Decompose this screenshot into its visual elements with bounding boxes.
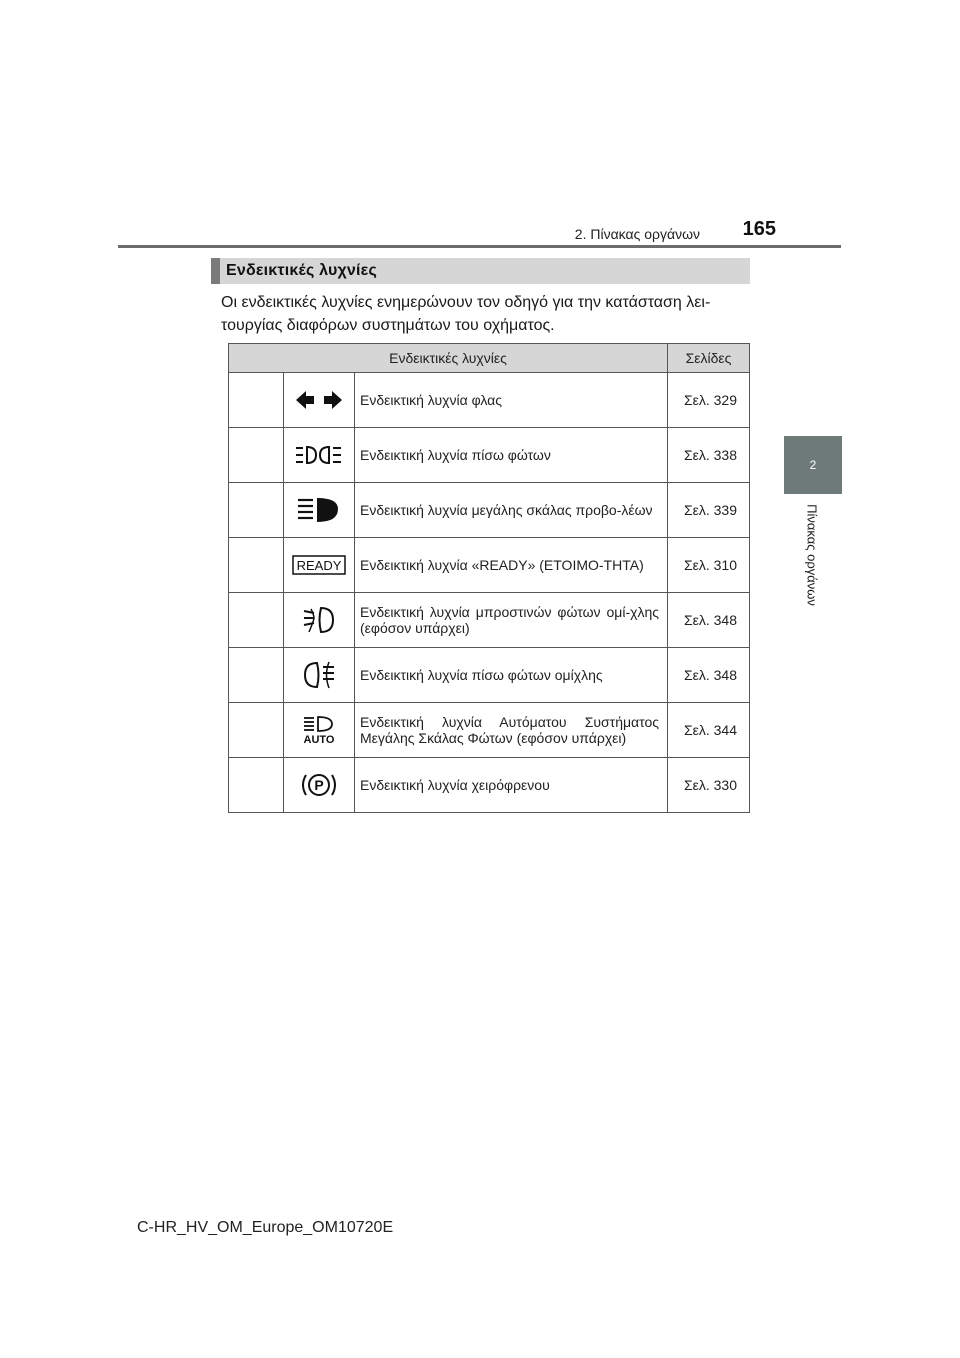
icon-cell xyxy=(284,538,355,593)
rear-fog-icon xyxy=(302,660,336,690)
svg-text:AUTO: AUTO xyxy=(303,734,335,745)
parking-brake-icon xyxy=(299,770,339,800)
icon-cell xyxy=(284,373,355,428)
lamp-description: Ενδεικτική λυχνία πίσω φώτων ομίχλης xyxy=(355,648,668,703)
icon-cell xyxy=(284,648,355,703)
blank-cell xyxy=(229,703,284,758)
tail-light-icon xyxy=(294,443,344,467)
blank-cell xyxy=(229,538,284,593)
table-row xyxy=(229,428,750,483)
blank-cell xyxy=(229,758,284,813)
blank-cell xyxy=(229,373,284,428)
lamp-description: Ενδεικτική λυχνία μπροστινών φώτων ομί-χλης (εφόσον υπάρχει) xyxy=(355,593,668,648)
svg-text:READY: READY xyxy=(296,558,342,573)
page-reference: Σελ. 348 xyxy=(668,648,750,703)
blank-cell xyxy=(229,483,284,538)
lamp-description: Ενδεικτική λυχνία Αυτόματου Συστήματος Μεγάλης Σκάλας Φώτων (εφόσον υπάρχει) xyxy=(355,703,668,758)
lamp-description: Ενδεικτική λυχνία μεγάλης σκάλας προβο-λέων xyxy=(355,483,668,538)
intro-line-2: τουργίας διαφόρων συστημάτων του οχήματος. xyxy=(221,317,555,334)
blank-cell xyxy=(229,593,284,648)
front-fog-icon xyxy=(302,605,336,635)
lamp-description: Ενδεικτική λυχνία φλας xyxy=(355,373,668,428)
header-lamps: Ενδεικτικές λυχνίες xyxy=(229,344,668,373)
page-reference: Σελ. 330 xyxy=(668,758,750,813)
blank-cell xyxy=(229,428,284,483)
icon-cell xyxy=(284,758,355,813)
intro-line-1: Οι ενδεικτικές λυχνίες ενημερώνουν τον οδηγό για την κατάσταση λει- xyxy=(221,294,711,311)
turn-signal-icon xyxy=(294,389,344,411)
high-beam-icon xyxy=(296,496,342,524)
lamp-description: Ενδεικτική λυχνία πίσω φώτων xyxy=(355,428,668,483)
page-reference: Σελ. 339 xyxy=(668,483,750,538)
icon-cell xyxy=(284,483,355,538)
lamp-description: Ενδεικτική λυχνία «READY» (ΕΤΟΙΜΟ-ΤΗΤΑ) xyxy=(355,538,668,593)
intro-paragraph xyxy=(221,291,749,337)
table-row xyxy=(229,538,750,593)
auto-high-beam-icon xyxy=(299,715,339,745)
svg-text:P: P xyxy=(314,777,324,793)
running-header-section: 2. Πίνακας οργάνων xyxy=(574,226,700,242)
icon-cell xyxy=(284,428,355,483)
section-heading: Ενδεικτικές λυχνίες xyxy=(211,258,750,284)
lamp-description: Ενδεικτική λυχνία χειρόφρενου xyxy=(355,758,668,813)
table-header-row xyxy=(229,344,750,373)
header-divider xyxy=(118,245,841,248)
table-row xyxy=(229,703,750,758)
page-reference: Σελ. 310 xyxy=(668,538,750,593)
page-reference: Σελ. 344 xyxy=(668,703,750,758)
page-reference: Σελ. 338 xyxy=(668,428,750,483)
indicator-lamps-table xyxy=(228,343,750,813)
chapter-tab-label: Πίνακας οργάνων xyxy=(804,504,820,606)
table-row xyxy=(229,373,750,428)
ready-icon xyxy=(292,555,346,575)
icon-cell xyxy=(284,593,355,648)
blank-cell xyxy=(229,648,284,703)
table-row xyxy=(229,648,750,703)
chapter-tab: 2 xyxy=(784,436,842,494)
table-row xyxy=(229,483,750,538)
page-number: 165 xyxy=(742,218,776,240)
page-reference: Σελ. 329 xyxy=(668,373,750,428)
icon-cell xyxy=(284,703,355,758)
page-reference: Σελ. 348 xyxy=(668,593,750,648)
document-footer: C-HR_HV_OM_Europe_OM10720E xyxy=(137,1219,394,1236)
header-pages: Σελίδες xyxy=(668,344,750,373)
table-row xyxy=(229,758,750,813)
table-row xyxy=(229,593,750,648)
